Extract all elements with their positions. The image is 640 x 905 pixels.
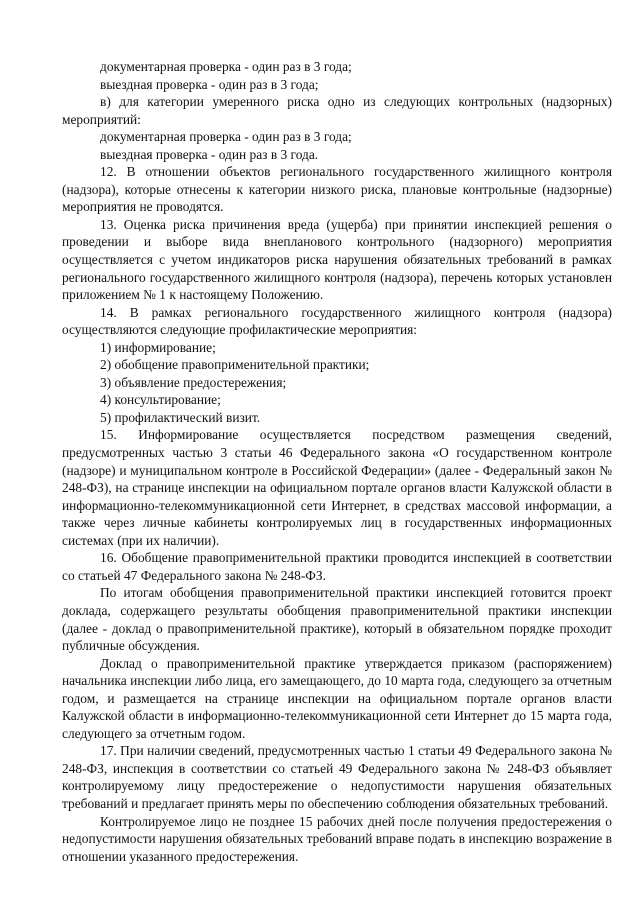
paragraph-moderate-risk: в) для категории умеренного риска одно из следующих контрольных (надзорных) мероприятий: [62,94,612,127]
paragraph-16: 16. Обобщение правоприменительной практики проводится инспекцией в соответствии со статьей 47 Федерального закона № 248-ФЗ. [62,550,612,583]
paragraph-16-report-draft: По итогам обобщения правоприменительной практики инспекцией готовится проект доклада, содержащего результаты обобщения правоприменительной практики инспекции (далее - доклад о правоприменительной практике), который в обязательном порядке проходит публичные обсуждения. [62,585,612,654]
list-item-consulting: 4) консультирование; [100,392,221,408]
list-item-preventive-visit: 5) профилактический визит. [100,409,261,425]
list-line-documentary-inspection-2: документарная проверка - один раз в 3 года; [100,129,352,145]
paragraph-17: 17. При наличии сведений, предусмотренных частью 1 статьи 49 Федерального закона № 248-ФЗ, инспекция в соответствии со статьей 49 Федерального закона № 248-ФЗ объявляет контролируемому лицу предостережение о недопустимости нарушения обязательных требований и предлагает принять меры по обеспечению соблюдения обязательных требований. [62,743,612,811]
paragraph-16-report-approval: Доклад о правоприменительной практике утверждается приказом (распоряжением) начальника инспекции либо лица, его замещающего, до 10 марта года, следующего за отчетным годом, и размещается на странице инспекции на официальном портале органов власти Калужской области в информационно-телекоммуникационной сети Интернет до 15 марта года, следующего за отчетным годом. [62,655,612,741]
list-item-warning: 3) объявление предостережения; [100,374,287,390]
paragraph-13: 13. Оценка риска причинения вреда (ущерба) при принятии инспекцией решения о проведении и выборе вида внепланового контрольного (надзорного) мероприятия осуществляется с учетом индикаторов риска нарушения обязательных требований в рамках регионального государственного жилищного контроля (надзора), перечень которых установлен приложением № 1 к настоящему Положению. [62,216,612,303]
list-item-informing: 1) информирование; [100,339,216,355]
list-line-documentary-inspection-1: документарная проверка - один раз в 3 года; [100,59,352,74]
list-line-field-inspection-2: выездная проверка - один раз в 3 года. [100,146,319,162]
paragraph-17-objection: Контролируемое лицо не позднее 15 рабочих дней после получения предостережения о недопустимости нарушения обязательных требований вправе подать в инспекцию возражение в отношении указанного предостережения. [62,813,612,864]
list-line-field-inspection-1: выездная проверка - один раз в 3 года; [100,76,319,92]
list-item-practice-generalization: 2) обобщение правоприменительной практики; [100,357,370,373]
paragraph-15: 15. Информирование осуществляется посредством размещения сведений, предусмотренных частью 3 статьи 46 Федерального закона «О государственном контроле (надзоре) и муниципальном контроле в Российской Федерации» (далее - Федеральный закон № 248-ФЗ), на странице инспекции на официальном портале органов власти Калужской области в информационно-телекоммуникационной сети Интернет, в средствах массовой информации, а также через личные кабинеты контролируемых лиц в государственных информационных системах (при их наличии). [62,427,612,548]
paragraph-12: 12. В отношении объектов регионального государственного жилищного контроля (надзора), которые отнесены к категории низкого риска, плановые контрольные (надзорные) мероприятия не проводятся. [62,164,612,215]
paragraph-14: 14. В рамках регионального государственного жилищного контроля (надзора) осуществляются следующие профилактические мероприятия: [62,304,612,338]
